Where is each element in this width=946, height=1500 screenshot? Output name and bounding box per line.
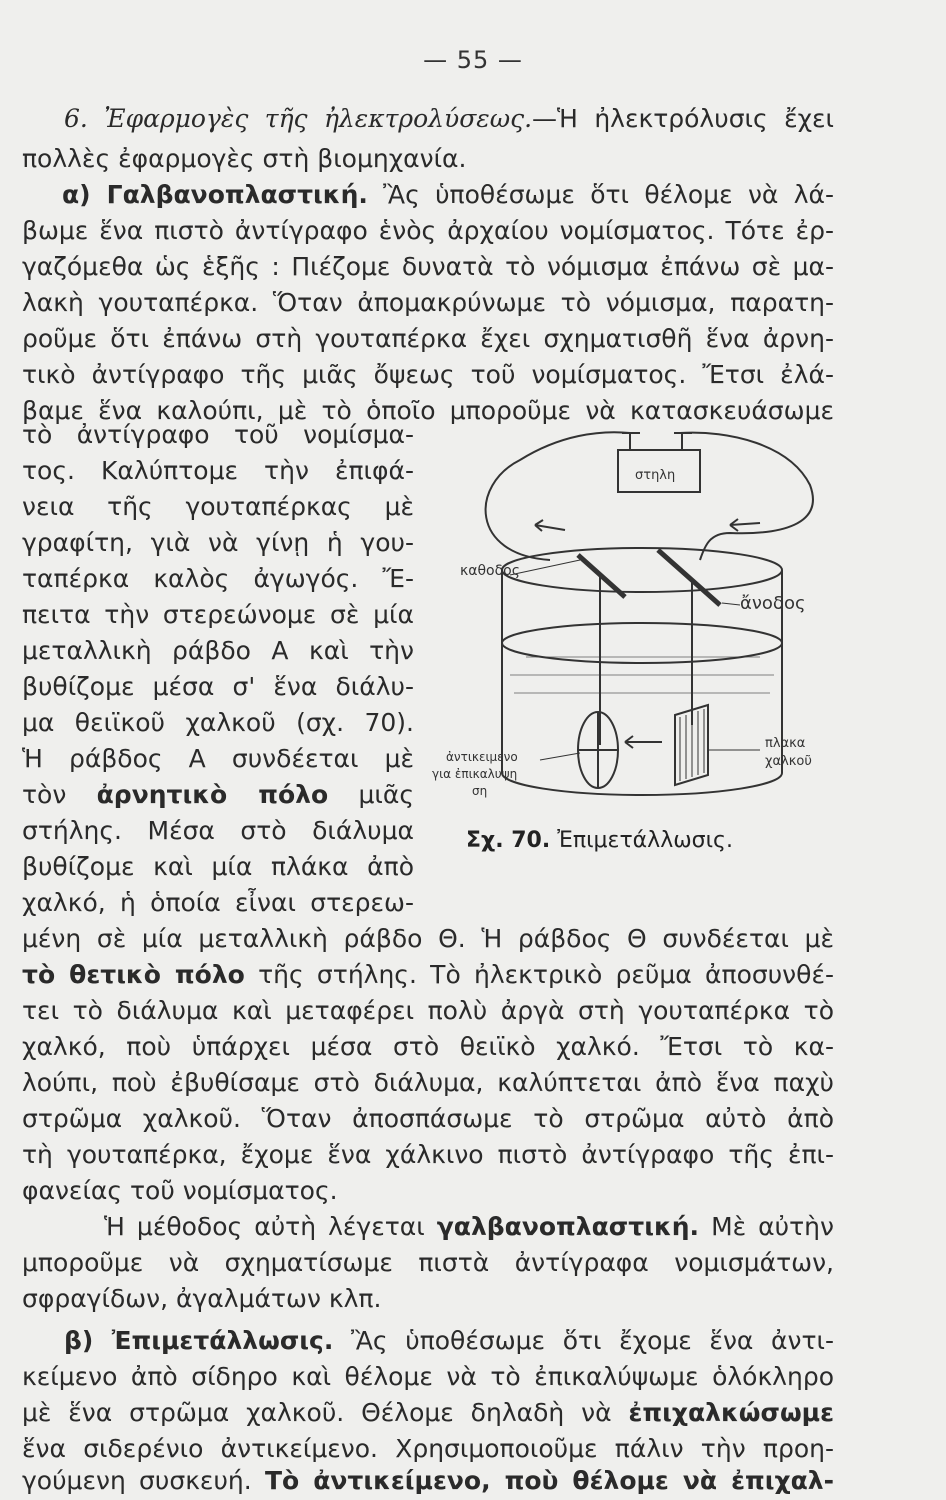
- vessel-bottom: [502, 773, 782, 795]
- body-line: τος. Καλύπτομε τὴν ἐπιφά-: [22, 456, 414, 485]
- body-line: χαλκό, ἡ ὁποία εἶναι στερεω-: [22, 888, 414, 917]
- body-line: [104, 1212, 834, 1242]
- body-line: νεια τῆς γουταπέρκας μὲ: [22, 492, 414, 521]
- body-line: Ἡ ράβδος Α συνδέεται μὲ: [22, 744, 414, 773]
- current-arrow-icon: [625, 736, 662, 748]
- emphasis-text: γαλβανοπλαστική.: [436, 1212, 700, 1241]
- body-line: χαλκό, ποὺ ὑπάρχει μέσα στὸ θειϊκὸ χαλκό. Ἔτσι τὸ κα-: [22, 1032, 834, 1061]
- body-text: τῆς στήλης. Τὸ ἠλεκτρικὸ ρεῦμα ἀποσυνθέ-: [258, 960, 834, 989]
- body-line: [22, 780, 414, 810]
- object-label-3: ση: [472, 784, 488, 798]
- body-line: βωμε ἕνα πιστὸ ἀντίγραφο ἑνὸς ἀρχαίου νομίσματος. Τότε ἐρ-: [22, 216, 834, 245]
- figure-number: Σχ. 70.: [466, 828, 551, 853]
- subsection-b-line: [64, 1326, 834, 1356]
- body-line: ροῦμε ὅτι ἐπάνω στὴ γουταπέρκα ἔχει σχηματισθῆ ἕνα ἀρνη-: [22, 324, 834, 353]
- plate-label-2: χαλκοῦ: [765, 754, 812, 769]
- figure-title: Ἐπιμετάλλωσις.: [557, 828, 733, 853]
- section-heading-tail: —Ἡ ἠλεκτρόλυσις ἔχει: [532, 104, 835, 133]
- body-line: γαζόμεθα ὡς ἑξῆς : Πιέζομε δυνατὰ τὸ νόμισμα ἐπάνω σὲ μα-: [22, 252, 834, 281]
- electrolysis-figure: [430, 405, 870, 825]
- anode-label: ἄνοδος: [740, 593, 806, 614]
- body-line: μα θειϊκοῦ χαλκοῦ (σχ. 70).: [22, 708, 414, 737]
- body-line: τὸ ἀντίγραφο τοῦ νομίσμα-: [22, 420, 414, 449]
- body-line: τει τὸ διάλυμα καὶ μεταφέρει πολὺ ἀργὰ στὴ γουταπέρκα τὸ: [22, 996, 834, 1025]
- section-heading: 6. Ἐφαρμογὲς τῆς ἠλεκτρολύσεως.: [64, 104, 533, 133]
- body-line: πειτα τὴν στερεώνομε σὲ μία: [22, 600, 414, 629]
- body-line: φανείας τοῦ νομίσματος.: [22, 1176, 338, 1205]
- vessel-rim: [502, 548, 782, 592]
- body-text: Μὲ αὐτὴν: [711, 1212, 834, 1241]
- body-text: μὲ ἕνα στρῶμα χαλκοῦ. Θέλομε δηλαδὴ νὰ: [22, 1398, 612, 1427]
- emphasis-text: Τὸ ἀντικείμενο, ποὺ θέλομε νὰ ἐπιχαλ-: [264, 1466, 835, 1495]
- subsection-a-heading: α) Γαλβανοπλαστική.: [62, 180, 368, 209]
- body-line: στρῶμα χαλκοῦ. Ὅταν ἀποσπάσωμε τὸ στρῶμα αὐτὸ ἀπὸ: [22, 1104, 834, 1133]
- body-line: λούπι, ποὺ ἐβυθίσαμε στὸ διάλυμα, καλύπτεται ἀπὸ ἕνα παχὺ: [22, 1068, 834, 1097]
- object-label-1: ἀντικειμενο: [446, 750, 518, 764]
- figure-caption: [466, 828, 733, 853]
- body-line: ταπέρκα καλὸς ἀγωγός. Ἔ-: [22, 564, 414, 593]
- body-line: βυθίζομε καὶ μία πλάκα ἀπὸ: [22, 852, 414, 881]
- body-line: γραφίτη, γιὰ νὰ γίνῃ ἡ γου-: [22, 528, 414, 557]
- body-line: βυθίζομε μέσα σ' ἕνα διάλυ-: [22, 672, 414, 701]
- body-line: τικὸ ἀντίγραφο τῆς μιᾶς ὄψεως τοῦ νομίσματος. Ἔτσι ἐλά-: [22, 360, 834, 389]
- body-text: γούμενη συσκευή.: [22, 1466, 252, 1495]
- body-text: Ἂς ὑποθέσωμε ὅτι θέλομε νὰ λά-: [383, 180, 834, 209]
- emphasis-text: ἐπιχαλκώσωμε: [628, 1398, 834, 1427]
- object-label-2: για ἐπικαλυψη: [432, 767, 518, 781]
- body-line: [22, 1466, 834, 1496]
- battery-label: στηλη: [635, 468, 676, 483]
- body-line: πολλὲς ἐφαρμογὲς στὴ βιομηχανία.: [22, 144, 467, 173]
- body-line: [22, 1398, 834, 1428]
- body-line: βαμε ἕνα καλούπι, μὲ τὸ ὁποῖο μποροῦμε νὰ κατασκευάσωμε: [22, 396, 834, 425]
- body-line: τὴ γουταπέρκα, ἔχομε ἕνα χάλκινο πιστὸ ἀντίγραφο τῆς ἐπι-: [22, 1140, 834, 1169]
- arrow-icon: [730, 523, 760, 525]
- section-heading-line: [64, 104, 834, 134]
- body-text: τὸν: [22, 780, 67, 809]
- emphasis-text: τὸ θετικὸ πόλο: [22, 960, 245, 989]
- body-line: μένη σὲ μία μεταλλικὴ ράβδο Θ. Ἡ ράβδος Θ συνδέεται μὲ: [22, 924, 834, 953]
- body-line: μεταλλικὴ ράβδο Α καὶ τὴν: [22, 636, 414, 665]
- emphasis-text: ἀρνητικὸ πόλο: [96, 780, 329, 809]
- body-line: [22, 960, 834, 990]
- body-line: ἕνα σιδερένιο ἀντικείμενο. Χρησιμοποιοῦμε πάλιν τὴν προη-: [22, 1434, 834, 1463]
- wire-left: [486, 432, 630, 560]
- body-line: κείμενο ἀπὸ σίδηρο καὶ θέλομε νὰ τὸ ἐπικαλύψωμε ὁλόκληρο: [22, 1362, 834, 1391]
- subsection-b-heading: β) Ἐπιμετάλλωσις.: [64, 1326, 334, 1355]
- plate-label-1: πλακα: [765, 736, 806, 751]
- body-text: Ἡ μέθοδος αὐτὴ λέγεται: [104, 1212, 425, 1241]
- subsection-a-line: [62, 180, 834, 210]
- body-line: στήλης. Μέσα στὸ διάλυμα: [22, 816, 414, 845]
- anode-rod: [658, 550, 720, 605]
- body-line: σφραγίδων, ἀγαλμάτων κλπ.: [22, 1284, 382, 1313]
- body-text: Ἂς ὑποθέσωμε ὅτι ἔχομε ἕνα ἀντι-: [351, 1326, 834, 1355]
- body-line: μποροῦμε νὰ σχηματίσωμε πιστὰ ἀντίγραφα νομισμάτων,: [22, 1248, 834, 1277]
- page-number: — 55 —: [423, 46, 523, 74]
- body-text: μιᾶς: [358, 780, 415, 809]
- cathode-label: καθοδος: [460, 563, 520, 579]
- body-line: λακὴ γουταπέρκα. Ὅταν ἀπομακρύνωμε τὸ νόμισμα, παρατη-: [22, 288, 834, 317]
